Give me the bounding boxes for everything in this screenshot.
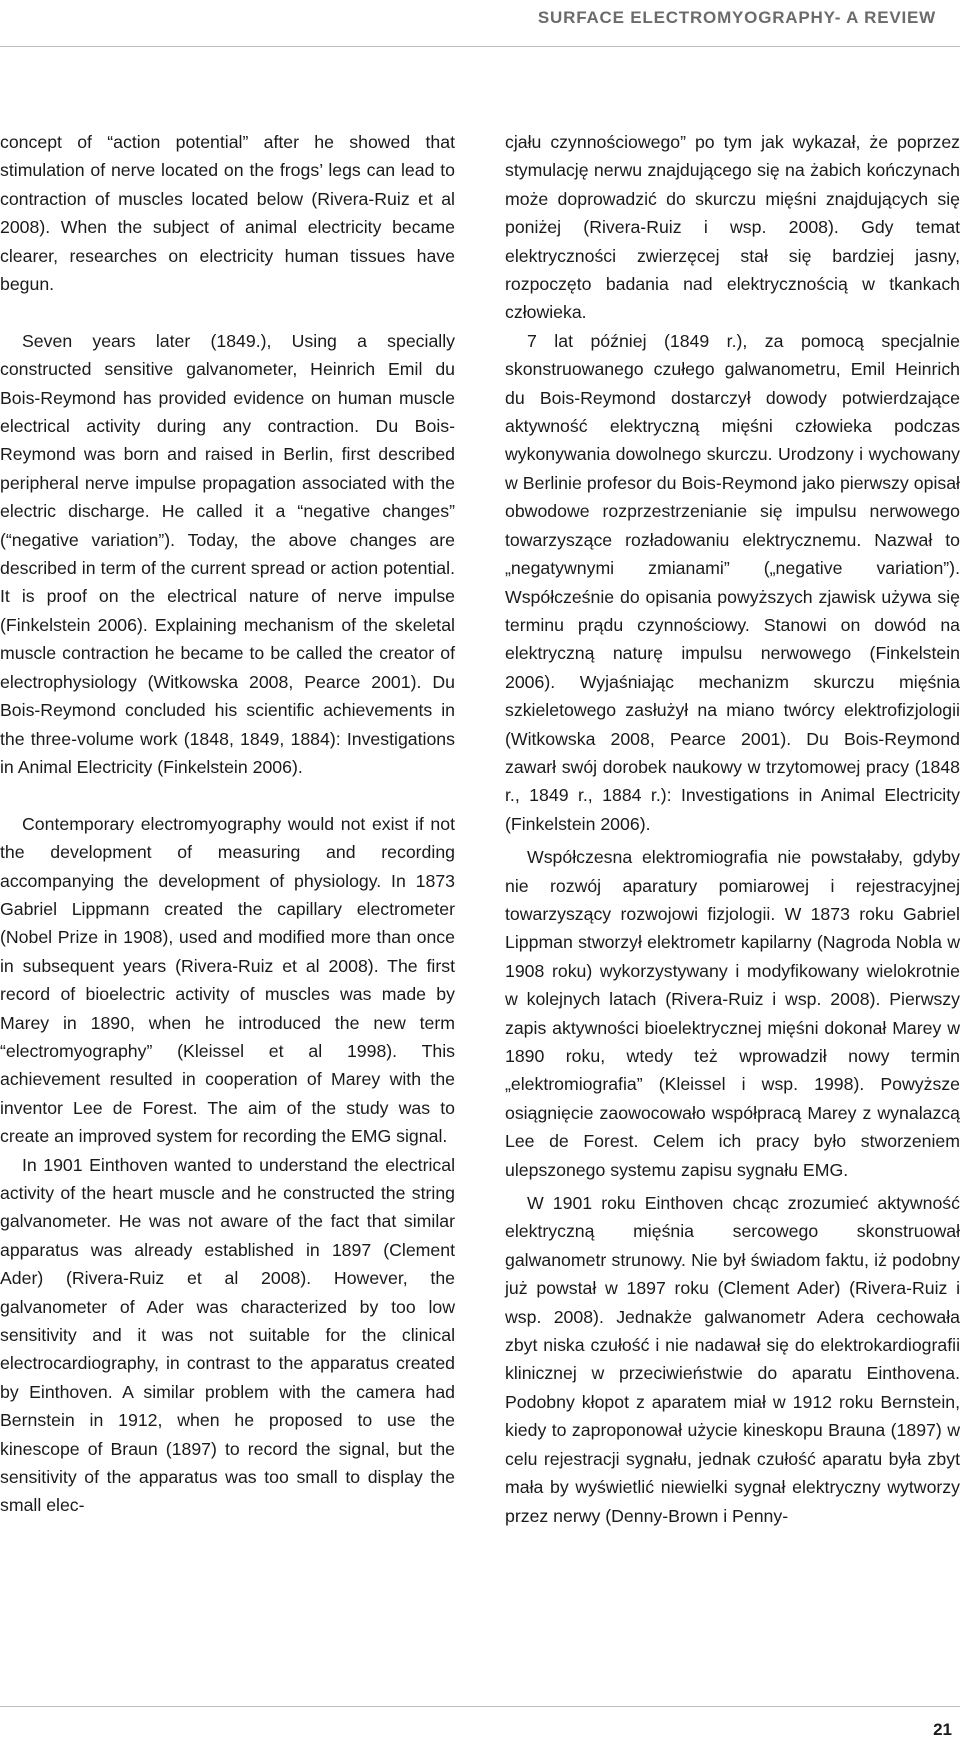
paragraph: concept of “action potential” after he showed that stimulation of nerve located on the frogs’ legs can lead to contraction of muscles located below (Rivera-Ruiz et al 2008). When the subject of animal electricity became clearer, researches on electricity human tissues have begun.	[0, 132, 455, 295]
footer-divider	[0, 1706, 960, 1707]
page-number: 21	[933, 1720, 952, 1739]
paragraph: W 1901 roku Einthoven chcąc zrozumieć aktywność elektryczną mięśnia sercowego skonstruował galwanometr strunowy. Nie był świadom faktu, iż podobny już powstał w 1897 roku (Clement Ader) (Rivera-Ruiz i wsp. 2008). Jednakże galwanometr Adera cechowała zbyt niska czułość i nie nadawał się do elektrokardiografii klinicznej w przeciwieństwie do aparatu Einthovena. Podobny kłopot z aparatem miał w 1912 roku Bernstein, kiedy to zaproponował użycie kineskopu Brauna (1897) w celu rejestracji sygnału, jednak czułość aparatu była zbyt mała by wyświetlić niewielki sygnał elektryczny wytworzy przez nerwy (Denny-Brown i Penny-	[505, 1193, 960, 1526]
paragraph: In 1901 Einthoven wanted to understand the electrical activity of the heart muscle and he constructed the string galvanometer. He was not aware of the fact that similar apparatus was already established in 1897 (Clement Ader) (Rivera-Ruiz et al 2008). However, the galvanometer of Ader was characterized by too low sensitivity and it was not suitable for the clinical electrocardiography, in contrast to the apparatus created by Einthoven. A similar problem with the camera had Bernstein in 1912, when he proposed to use the kinescope of Braun (1897) to record the signal, but the sensitivity of the apparatus was too small to display the small elec-	[0, 1154, 455, 1516]
running-header	[538, 0, 936, 36]
paragraph: cjału czynnościowego” po tym jak wykazał, że poprzez stymulację nerwu znajdującego się na żabich kończynach może doprowadzić do skurczu mięśni znajdujących się poniżej (Rivera-Ruiz i wsp. 2008). Gdy temat elektryczności zwierzęcej stał się bardziej jasny, rozpoczęto badania nad elektrycznością w tkankach człowieka.	[505, 132, 960, 323]
paragraph: 7 lat później (1849 r.), za pomocą specjalnie skonstruowanego czułego galwanometru, Emil Heinrich du Bois-Reymond dostarczył dowody potwierdzające aktywność elektryczną mięśni człowieka podczas wykonywania dowolnego skurczu. Urodzony i wychowany w Berlinie profesor du Bois-Reymond jako pierwszy opisał obwodowe rozprzestrzenianie się impulsu nerwowego towarzyszące rozładowaniu elektrycznemu. Nazwał to „negatywnymi zmianami” („negative variation”). Współcześnie do opisania powyższych zjawisk używa się terminu prądu czynnościowy. Stanowi on dowód na elektryczną naturę impulsu nerwowego (Finkelstein 2006). Wyjaśniając mechanizm skurczu mięśnia szkieletowego zasłużył na miano twórcy elektrofizjologii (Witkowska 2008, Pearce 2001). Du Bois-Reymond zawarł swój dorobek naukowy w trzytomowej pracy (1848 r., 1849 r., 1884 r.): Investigations in Animal Electricity (Finkelstein 2006).	[505, 330, 960, 834]
paragraph: Współczesna elektromiografia nie powstałaby, gdyby nie rozwój aparatury pomiarowej i rejestracyjnej towarzyszący rozwojowi fizjologii. W 1873 roku Gabriel Lippman stworzył elektrometr kapilarny (Nagroda Nobla w 1908 roku) wykorzystywany i modyfikowany wielokrotnie w kolejnych latach (Rivera-Ruiz i wsp. 2008). Pierwszy zapis aktywności bioelektrycznej mięśni dokonał Marey w 1890 roku, wtedy też wprowadził nowy termin „elektromiografia” (Kleissel i wsp. 1998). Powyższe osiągnięcie zaowocowało współpracą Marey z wynalazcą Lee de Forest. Celem ich pracy było stworzeniem ulepszonego systemu zapisu sygnału EMG.	[505, 847, 960, 1180]
running-title: SURFACE ELECTROMYOGRAPHY- A REVIEW	[537, 8, 936, 27]
paragraph: Seven years later (1849.), Using a specially constructed sensitive galvanometer, Heinrich Emil du Bois-Reymond has provided evidence on human muscle electrical activity during any contraction. Du Bois-Reymond was born and raised in Berlin, first described peripheral nerve impulse propagation associated with the electric discharge. He called it a “negative changes” (“negative variation”). Today, the above changes are described in term of the current spread or action potential. It is proof on the electrical nature of nerve impulse (Finkelstein 2006). Explaining mechanism of the skeletal muscle contraction he became to be called the creator of electrophysiology (Witkowska 2008, Pearce 2001). Du Bois-Reymond concluded his scientific achievements in the three-volume work (1848, 1849, 1884): Investigations in Animal Electricity (Finkelstein 2006).	[0, 330, 455, 777]
header-divider	[0, 46, 960, 47]
paragraph: Contemporary electromyography would not exist if not the development of measuring and recording accompanying the development of physiology. In 1873 Gabriel Lippmann created the capillary electrometer (Nobel Prize in 1908), used and modified more than once in subsequent years (Rivera-Ruiz et al 2008). The first record of bioelectric activity of muscles was made by Marey in 1890, when he introduced the new term “electromyography” (Kleissel et al 1998). This achievement resulted in cooperation of Marey with the inventor Lee de Forest. The aim of the study was to create an improved system for recording the EMG signal.	[0, 813, 455, 1147]
right-column-polish	[505, 128, 960, 1530]
left-column-english	[0, 128, 455, 1520]
